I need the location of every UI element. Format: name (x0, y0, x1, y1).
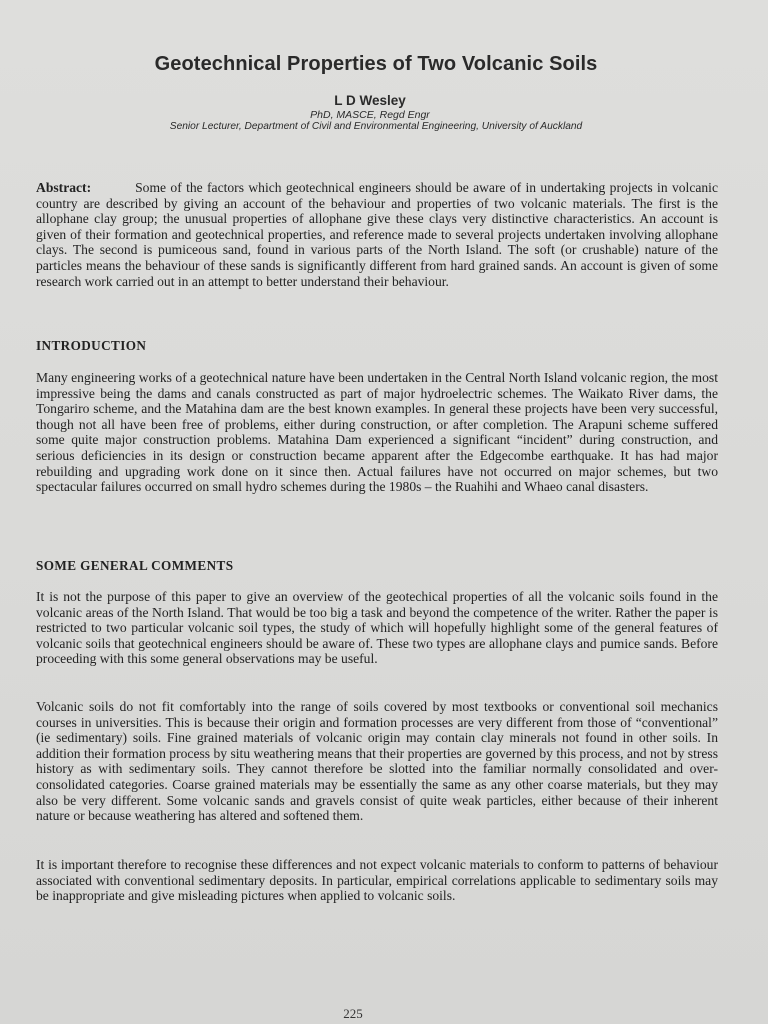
abstract-label: Abstract: (36, 180, 92, 195)
page-number: 225 (343, 1006, 363, 1021)
general-comments-paragraph-2: Volcanic soils do not fit comfortably into the range of soils covered by most textbooks or conventional soil mechanics courses in universities. This is because their origin and formation processes are very different from those of “conventional” (ie sedimentary) soils. Fine grained materials of volcanic origin may contain clay minerals not found in other soils. In addition their formation process by situ weathering means that their properties are governed by this process, and not by stress history as with sedimentary soils. They cannot therefore be slotted into the familiar normally consolidated and over-consolidated categories. Coarse grained materials may be essentially the same as any other coarse materials, but they may also be very different. Some volcanic sands and gravels consist of quite weak particles, either because of their inherent nature or because weathering has altered and softened them. (36, 699, 718, 824)
author-affiliation: Senior Lecturer, Department of Civil and Environmental Engineering, University of Auckland (169, 121, 583, 132)
introduction-paragraph: Many engineering works of a geotechnical nature have been undertaken in the Central North Island volcanic region, the most impressive being the dams and canals constructed as part of major hydroelectric schemes. The Waikato River dams, the Tongariro scheme, and the Matahina dam are the best known examples. In general these projects have been very successful, though not all have been free of problems, either during construction, or after completion. The Arapuni scheme suffered some quite major construction problems. Matahina Dam experienced a significant “incident” during construction, and serious deficiencies in its design or construction became apparent after the Edgecombe earthquake. It has had major rebuilding and upgrading work done on it since then. Actual failures have not occurred on major schemes, but two spectacular failures occurred on small hydro schemes during the 1980s – the Ruahihi and Whaeo canal disasters. (36, 370, 718, 495)
paper-title: Geotechnical Properties of Two Volcanic Soils (154, 53, 598, 75)
abstract (36, 180, 718, 289)
section-heading-introduction: INTRODUCTION (36, 338, 147, 353)
general-comments-paragraph-3: It is important therefore to recognise these differences and not expect volcanic materials to conform to patterns of behaviour associated with conventional sedimentary deposits. In particular, empirical correlations applicable to sedimentary soils may be inappropriate and give misleading pictures when applied to volcanic soils. (36, 857, 718, 904)
author-name: L D Wesley (334, 93, 406, 108)
general-comments-paragraph-1: It is not the purpose of this paper to give an overview of the geotechical properties of all the volcanic soils found in the volcanic areas of the North Island. That would be too big a task and beyond the competence of the writer. Rather the paper is restricted to two particular volcanic soil types, the study of which will hopefully highlight some of the general features of volcanic soils that geotechnical engineers should be aware of. These two types are allophane clays and pumice sands. Before proceeding with this some general observations may be useful. (36, 589, 718, 667)
abstract-text: Some of the factors which geotechnical engineers should be aware of in undertaking projects in volcanic country are described by giving an account of the behaviour and properties of two volcanic materials. The first is the allophane clay group; the unusual properties of allophane give these clays very distinctive characteristics. An account is given of their formation and geotechnical properties, and reference made to several projects undertaken involving allophane clays. The second is pumiceous sand, found in various parts of the North Island. The soft (or crushable) nature of the particles means the behaviour of these sands is significantly different from hard grained sands. An account is given of some research work carried out in an attempt to better understand their behaviour. (36, 180, 718, 289)
author-qualifications: PhD, MASCE, Regd Engr (310, 109, 430, 121)
section-heading-general-comments: SOME GENERAL COMMENTS (36, 558, 234, 573)
